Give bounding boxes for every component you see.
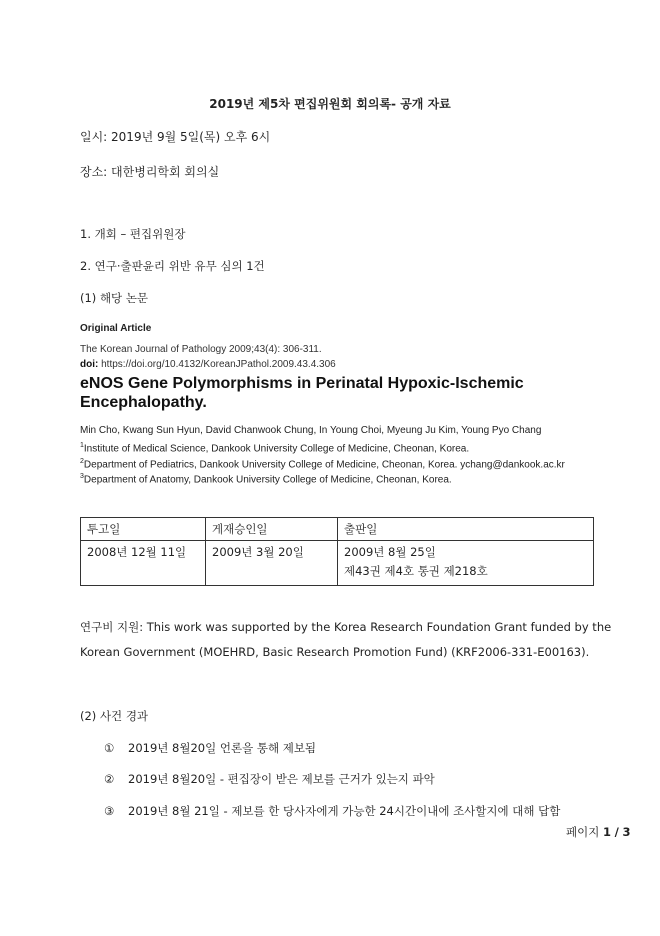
header-received: 투고일: [81, 518, 206, 541]
page-indicator: [566, 824, 631, 840]
step-number: ③: [104, 804, 115, 818]
meeting-place: 장소: 대한병리학회 회의실: [80, 165, 220, 179]
dates-table-header-row: [81, 518, 594, 541]
value-published: [338, 541, 594, 586]
affiliation-2: $^2$Department of Pediatrics, Dankook University College of Medicine, Cheonan, Korea. ychang@dankook.ac.kr: [80, 458, 565, 471]
step-text: 2019년 8월20일 - 편집장이 받은 제보를 근거가 있는지 파악: [128, 772, 435, 786]
doi-label: doi:: [80, 359, 99, 370]
article-title-line-1: eNOS Gene Polymorphisms in Perinatal Hypoxic-Ischemic: [80, 375, 524, 392]
document-title: 2019년 제5차 편집위원회 회의록- 공개 자료: [209, 97, 451, 111]
header-accepted: 게재승인일: [206, 518, 338, 541]
article-authors: Min Cho, Kwang Sun Hyun, David Chanwook Chung, In Young Choi, Myeung Ju Kim, Young Pyo Chang: [80, 425, 542, 436]
funding-line-2: Korean Government (MOEHRD, Basic Research Promotion Fund) (KRF2006-331-E00163).: [80, 645, 590, 659]
page-label: 페이지: [566, 825, 600, 839]
step-text: 2019년 8월20일 언론을 통해 제보됨: [128, 741, 317, 755]
article-type-label: Original Article: [80, 323, 152, 334]
dates-table: [80, 517, 594, 586]
dates-table-value-row: [81, 541, 594, 586]
value-accepted: 2009년 3월 20일: [206, 541, 338, 586]
progress-step-3: [104, 803, 560, 819]
progress-step-1: [104, 740, 316, 756]
article-title: [80, 374, 524, 412]
page-current: 1: [602, 825, 611, 839]
article-title-line-2: Encephalopathy.: [80, 394, 207, 411]
published-date: 2009년 8월 25일: [344, 545, 436, 559]
value-received: 2008년 12월 11일: [81, 541, 206, 586]
subsection-target-paper: (1) 해당 논문: [80, 291, 149, 305]
affiliation-3: $^3$Department of Anatomy, Dankook University College of Medicine, Cheonan, Korea.: [80, 473, 452, 486]
header-published: 출판일: [338, 518, 594, 541]
affiliation-1: $^1$Institute of Medical Science, Dankook University College of Medicine, Cheonan, Korea.: [80, 442, 470, 455]
step-number: ②: [104, 772, 115, 786]
subsection-case-progress: (2) 사건 경과: [80, 709, 149, 723]
funding-line-1: 연구비 지원: This work was supported by the Korea Research Foundation Grant funded by the: [80, 620, 612, 634]
page-total: 3: [622, 825, 631, 839]
step-number: ①: [104, 741, 115, 755]
page-separator: /: [614, 825, 619, 839]
doi-link[interactable]: https://doi.org/10.4132/KoreanJPathol.2009.43.4.306: [101, 359, 336, 370]
meeting-date: 일시: 2019년 9월 5일(목) 오후 6시: [80, 130, 271, 144]
progress-step-2: [104, 771, 435, 787]
article-journal-citation: The Korean Journal of Pathology 2009;43(4): 306-311.: [80, 344, 322, 355]
article-doi: [80, 359, 336, 370]
agenda-item-1: 1. 개회 – 편집위원장: [80, 227, 186, 241]
step-text: 2019년 8월 21일 - 제보를 한 당사자에게 가능한 24시간이내에 조사할지에 대해 답함: [128, 804, 561, 818]
published-volume: 제43권 제4호 통권 제218호: [344, 564, 488, 578]
agenda-item-2: 2. 연구·출판윤리 위반 유무 심의 1건: [80, 259, 265, 273]
